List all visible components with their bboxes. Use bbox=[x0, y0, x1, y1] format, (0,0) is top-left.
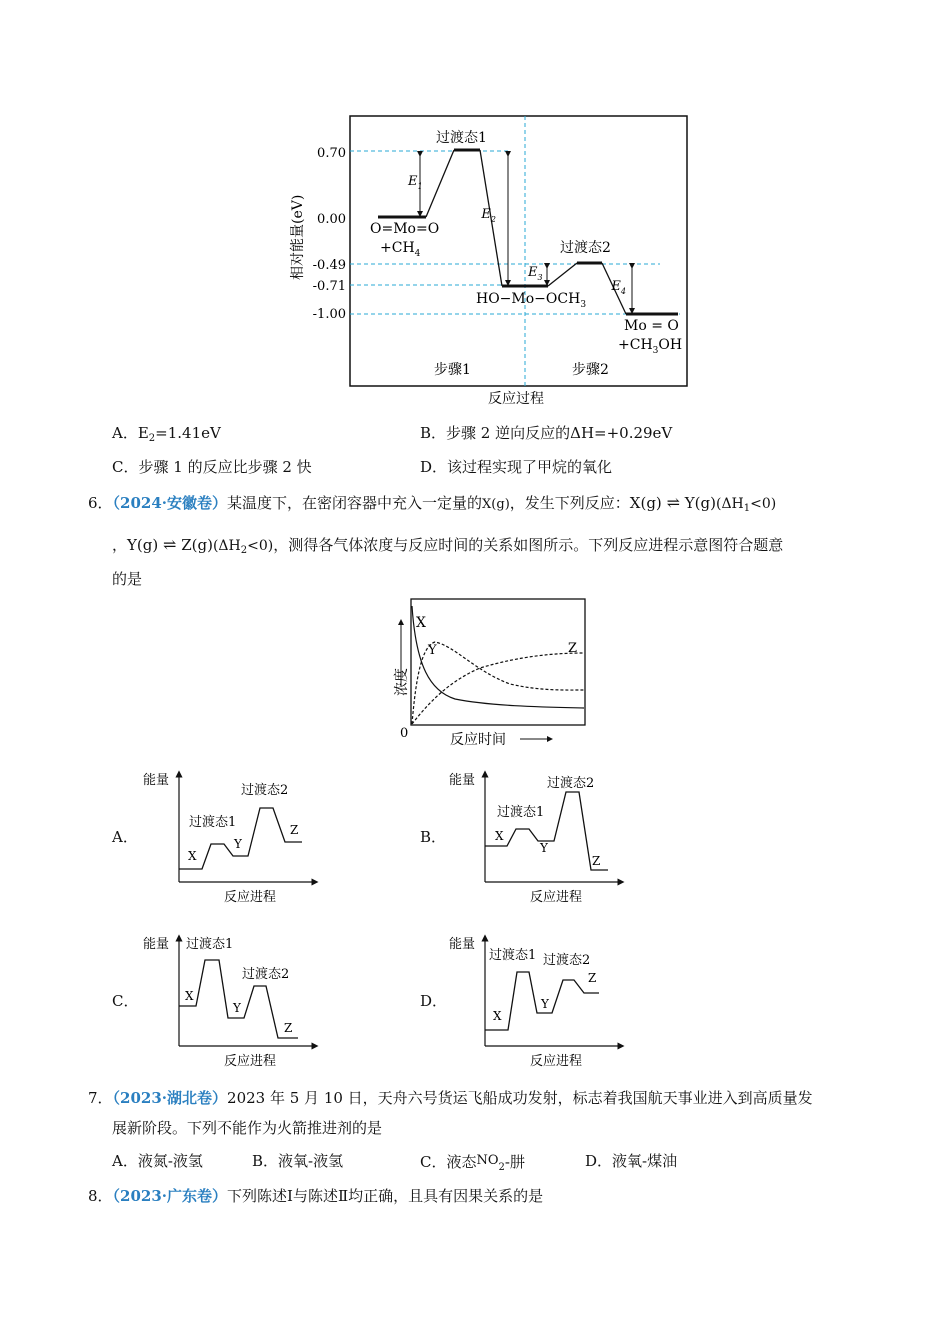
y-axis-label: 相对能量(eV) bbox=[290, 194, 306, 280]
step1-label: 步骤1 bbox=[434, 362, 471, 378]
e4-label: $E_4$ bbox=[611, 279, 626, 296]
q6-text-4: 的是 bbox=[112, 570, 143, 588]
q7-text-2: 展新阶段。下列不能作为火箭推进剂的是 bbox=[112, 1119, 383, 1137]
option-a-text: A．液氮-液氢 bbox=[112, 1152, 203, 1170]
q6-option-b-letter[interactable]: B． bbox=[420, 828, 447, 846]
q8-line-1 bbox=[88, 1185, 543, 1207]
concentration-figure bbox=[380, 596, 600, 756]
option-letter: A． bbox=[112, 424, 138, 442]
q6-source: （2024·安徽卷） bbox=[112, 494, 228, 512]
option-c-formula: NO bbox=[476, 1153, 499, 1168]
conc-ylabel: 浓度 bbox=[394, 668, 410, 696]
z-label: Z bbox=[290, 823, 299, 837]
q6-number: 6． bbox=[88, 494, 113, 512]
ytick-1.00: -1.00 bbox=[312, 307, 346, 322]
y-label: Y bbox=[540, 841, 548, 855]
q6-option-d-diagram[interactable] bbox=[446, 926, 636, 1071]
q7-source: （2023·湖北卷） bbox=[112, 1089, 228, 1107]
option-a-sub: 2 bbox=[148, 433, 156, 444]
conc-label-z: Z bbox=[568, 641, 578, 656]
option-d-text: D．液氧-煤油 bbox=[585, 1152, 678, 1170]
ts2-label: 过渡态2 bbox=[241, 783, 289, 798]
q7-text-1: 2023 年 5 月 10 日，天舟六号货运飞船成功发射，标志着我国航天事业进入到高质量发 bbox=[227, 1089, 813, 1107]
conc-frame bbox=[411, 599, 585, 725]
conc-label-y: Y bbox=[428, 643, 437, 658]
q8-number: 8． bbox=[88, 1187, 113, 1205]
curve-y bbox=[412, 642, 584, 724]
option-d-text: 该过程实现了甲烷的氧化 bbox=[447, 458, 613, 476]
conc-origin: 0 bbox=[400, 726, 409, 741]
z-label: Z bbox=[592, 854, 601, 868]
reactant-label-2: $+CH_4$ bbox=[380, 240, 421, 259]
option-letter: B． bbox=[420, 424, 447, 442]
process-label: 反应进程 bbox=[224, 1054, 277, 1069]
ts1-label: 过渡态1 bbox=[497, 805, 545, 820]
option-c-sub: 2 bbox=[498, 1162, 505, 1173]
q6-option-b-diagram[interactable] bbox=[446, 762, 636, 907]
product-label-2: $+CH_3OH$ bbox=[618, 337, 683, 356]
option-c-post: -肼 bbox=[504, 1153, 525, 1171]
x-label: X bbox=[185, 989, 194, 1003]
q5-option-a[interactable] bbox=[112, 422, 221, 450]
e1-label: $E_1$ bbox=[408, 174, 423, 191]
ts2-label: 过渡态2 bbox=[242, 967, 290, 982]
z-label: Z bbox=[588, 971, 597, 985]
ytick-0.00: 0.00 bbox=[317, 212, 346, 227]
curve-x bbox=[412, 606, 584, 708]
q6-xg: X(g) bbox=[482, 497, 510, 512]
x-axis-label: 反应过程 bbox=[488, 391, 544, 407]
y-label: Y bbox=[233, 1001, 241, 1015]
ts2-label: 过渡态2 bbox=[560, 240, 611, 256]
q7-option-d[interactable] bbox=[585, 1150, 677, 1172]
ytick-0.71: -0.71 bbox=[312, 279, 346, 294]
option-letter: D． bbox=[420, 458, 448, 476]
q6-text-3: ，测得各气体浓度与反应时间的关系如图所示。下列反应进程示意图符合题意 bbox=[273, 536, 784, 554]
q6-line-3 bbox=[112, 568, 142, 590]
x-label: X bbox=[493, 1009, 502, 1023]
energy-label: 能量 bbox=[143, 773, 170, 788]
q7-line-2 bbox=[112, 1117, 382, 1139]
x-label: X bbox=[188, 849, 197, 863]
q7-option-c[interactable] bbox=[420, 1150, 525, 1179]
y-ticks bbox=[313, 146, 346, 322]
energy-profile-figure bbox=[280, 110, 700, 410]
ytick-0.49: -0.49 bbox=[312, 258, 346, 273]
q8-text: 下列陈述Ⅰ与陈述Ⅱ均正确，且具有因果关系的是 bbox=[227, 1187, 544, 1205]
q6-line-1 bbox=[88, 492, 776, 520]
process-label: 反应进程 bbox=[224, 890, 277, 905]
q6-line-2 bbox=[112, 534, 783, 562]
ts1-label: 过渡态1 bbox=[189, 815, 237, 830]
q7-line-1 bbox=[88, 1087, 813, 1109]
e2-label: $E_2$ bbox=[481, 207, 496, 224]
y-label: Y bbox=[234, 837, 242, 851]
option-b-text: 步骤 2 逆向反应的ΔH=+0.29eV bbox=[446, 424, 673, 442]
conc-label-x: X bbox=[416, 615, 426, 631]
product-label-1: Mo = O bbox=[624, 318, 679, 334]
step2-label: 步骤2 bbox=[572, 362, 609, 378]
q6-eq2: Y(g) ⇌ $Z(g)(\Delta H_2<0)$ bbox=[127, 535, 274, 556]
z-label: Z bbox=[284, 1021, 293, 1035]
q5-option-c[interactable] bbox=[112, 456, 312, 478]
option-c-pre: C．液态 bbox=[420, 1153, 477, 1171]
option-a-text: =1.41eV bbox=[155, 424, 221, 442]
reactant-label-1: O=Mo=O bbox=[370, 221, 440, 237]
energy-label: 能量 bbox=[449, 937, 476, 952]
q6-text-2: ，发生下列反应： bbox=[509, 494, 630, 512]
option-a-e: E bbox=[137, 424, 149, 442]
x-label: X bbox=[495, 829, 504, 843]
process-label: 反应进程 bbox=[530, 890, 583, 905]
ts2-label: 过渡态2 bbox=[543, 953, 591, 968]
option-c-text: 步骤 1 的反应比步骤 2 快 bbox=[138, 458, 312, 476]
q6-option-c-letter[interactable]: C． bbox=[112, 992, 139, 1010]
energy-label: 能量 bbox=[449, 773, 476, 788]
process-label: 反应进程 bbox=[530, 1054, 583, 1069]
q6-option-c-diagram[interactable] bbox=[140, 926, 330, 1071]
q5-option-b[interactable] bbox=[420, 422, 672, 444]
conc-xlabel: 反应时间 bbox=[450, 732, 506, 748]
conc-curves bbox=[412, 606, 584, 724]
ytick-0.70: 0.70 bbox=[317, 146, 346, 161]
q6-option-a-letter[interactable]: A． bbox=[112, 828, 138, 846]
q6-eq1: X(g) ⇌ $Y(g)(\Delta H_1<0)$ bbox=[629, 493, 777, 514]
q7-number: 7． bbox=[88, 1089, 113, 1107]
energy-label: 能量 bbox=[143, 937, 170, 952]
q5-option-d[interactable] bbox=[420, 456, 612, 478]
q6-text-1: 某温度下，在密闭容器中充入一定量的 bbox=[227, 494, 483, 512]
q6-comma: ， bbox=[112, 536, 128, 554]
q6-option-a-diagram[interactable] bbox=[140, 762, 330, 907]
q7-option-b[interactable] bbox=[252, 1150, 343, 1172]
intermediate-label: $HO-Mo-OCH_3$ bbox=[476, 291, 587, 310]
q7-option-a[interactable] bbox=[112, 1150, 203, 1172]
option-letter: C． bbox=[112, 458, 139, 476]
q8-source: （2023·广东卷） bbox=[112, 1187, 228, 1205]
ts1-label: 过渡态1 bbox=[436, 130, 487, 146]
y-label: Y bbox=[541, 997, 549, 1011]
option-b-text: B．液氧-液氢 bbox=[252, 1152, 344, 1170]
ts1-label: 过渡态1 bbox=[186, 937, 234, 952]
ts1-label: 过渡态1 bbox=[489, 948, 537, 963]
q6-option-d-letter[interactable]: D． bbox=[420, 992, 448, 1010]
e3-label: $E_3$ bbox=[528, 265, 543, 282]
ts2-label: 过渡态2 bbox=[547, 776, 595, 791]
